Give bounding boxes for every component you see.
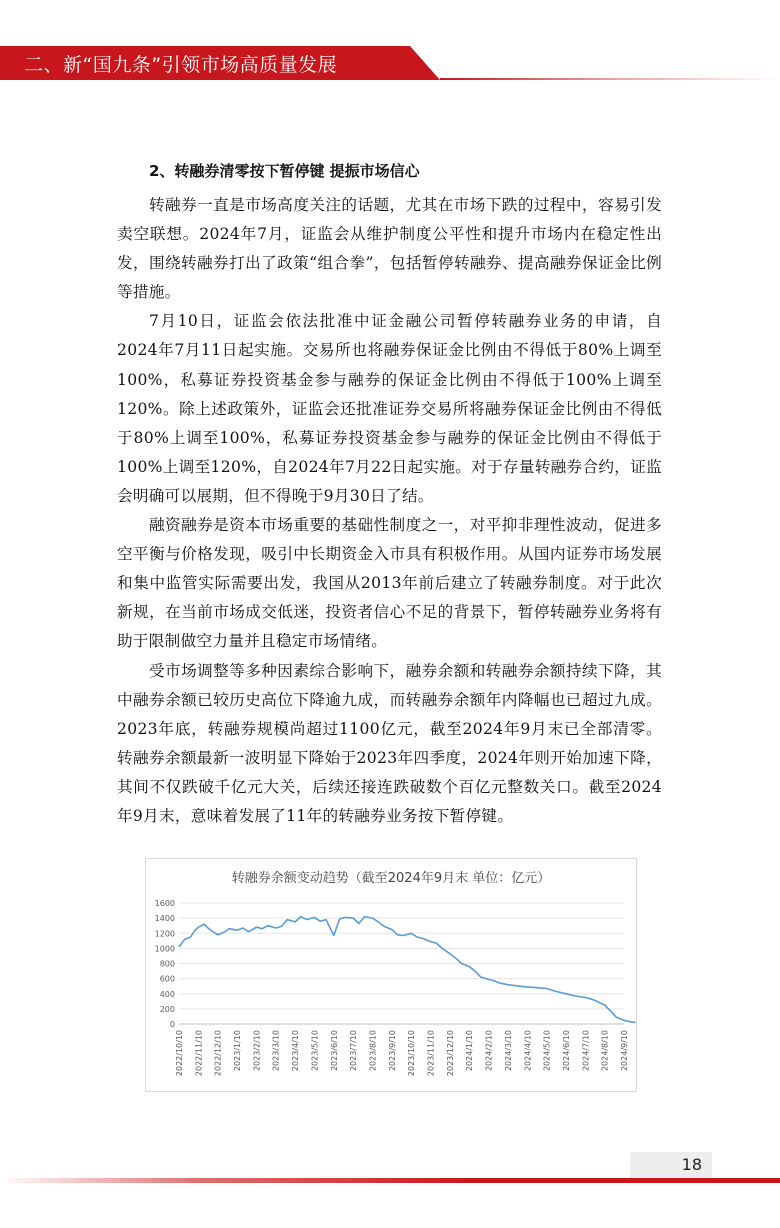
- x-tick-label: 2022/10/10: [175, 1030, 184, 1077]
- x-tick-label: 2024/3/10: [503, 1030, 513, 1072]
- paragraph: 融资融券是资本市场重要的基础性制度之一，对平抑非理性波动，促进多空平衡与价格发现，吸引中长期资金入市具有积极作用。从国内证券市场发展和集中监管实际需要出发，我国从2013年前后建立了转融券制度。对于此次新规，在当前市场成交低迷，投资者信心不足的背景下，暂停转融券业务将有助于限制做空力量并且稳定市场情绪。: [117, 516, 662, 651]
- x-tick-label: 2023/4/10: [291, 1030, 301, 1072]
- x-tick-label: 2024/9/10: [620, 1030, 629, 1072]
- page-number: 18: [681, 1155, 702, 1174]
- y-tick-label: 800: [159, 959, 175, 969]
- y-tick-label: 200: [159, 1004, 175, 1014]
- page-number-box: [630, 1152, 712, 1178]
- line-chart: [146, 859, 636, 1091]
- x-tick-label: 2023/1/10: [233, 1030, 243, 1072]
- y-tick-label: 0: [169, 1020, 175, 1029]
- x-tick-label: 2023/9/10: [387, 1030, 397, 1072]
- x-tick-label: 2023/3/10: [271, 1030, 281, 1072]
- x-tick-label: 2023/7/10: [349, 1030, 359, 1072]
- x-tick-label: 2024/4/10: [523, 1030, 533, 1072]
- chart-title: 转融券余额变动趋势（截至2024年9月末 单位：亿元）: [231, 871, 551, 886]
- y-tick-label: 1000: [154, 944, 175, 954]
- x-tick-label: 2024/6/10: [561, 1030, 571, 1072]
- x-tick-label: 2022/12/10: [213, 1030, 223, 1077]
- y-tick-label: 600: [159, 974, 175, 984]
- chart-container: [145, 858, 637, 1092]
- x-tick-label: 2023/5/10: [310, 1030, 320, 1072]
- x-tick-label: 2023/8/10: [368, 1030, 378, 1072]
- x-tick-label: 2024/8/10: [600, 1030, 610, 1072]
- x-tick-label: 2024/5/10: [542, 1030, 552, 1072]
- footer-divider: [0, 1178, 780, 1183]
- paragraph: 受市场调整等多种因素综合影响下，融券余额和转融券余额持续下降，其中融券余额已较历史高位下降逾九成，而转融券余额年内降幅也已超过九成。2023年底，转融券规模尚超过1100亿元，截至2024年9月末已全部清零。转融券余额最新一波明显下降始于2023年四季度，2024年则开始加速下降，其间不仅跌破千亿元大关，后续还接连跌破数个百亿元整数关口。截至2024年9月末，意味着发展了11年的转融券业务按下暂停键。: [117, 661, 662, 825]
- x-tick-label: 2023/12/10: [445, 1030, 455, 1077]
- y-tick-label: 1600: [154, 899, 175, 908]
- x-tick-label: 2023/2/10: [252, 1030, 262, 1072]
- subsection-heading: 2、转融券清零按下暂停键 提振市场信心: [149, 162, 420, 180]
- y-tick-label: 400: [159, 989, 175, 999]
- y-tick-label: 1400: [154, 914, 175, 924]
- y-tick-label: 1200: [154, 929, 175, 939]
- x-tick-label: 2023/11/10: [426, 1030, 436, 1077]
- series-line: [179, 917, 636, 1023]
- x-tick-label: 2023/10/10: [407, 1030, 417, 1077]
- paragraph: 转融券一直是市场高度关注的话题，尤其在市场下跌的过程中，容易引发卖空联想。2024年7月，证监会从维护制度公平性和提升市场内在稳定性出发，围绕转融券打出了政策“组合拳”，包括暂停转融券、提高融券保证金比例等措施。: [117, 196, 662, 302]
- section-header-title: 二、新“国九条”引领市场高质量发展: [24, 54, 338, 76]
- x-tick-label: 2024/7/10: [581, 1030, 591, 1072]
- x-tick-label: 2022/11/10: [194, 1030, 204, 1077]
- article-body: [117, 158, 662, 831]
- x-tick-label: 2023/6/10: [329, 1030, 339, 1072]
- x-tick-label: 2024/2/10: [484, 1030, 494, 1072]
- paragraph: 7月10日，证监会依法批准中证金融公司暂停转融券业务的申请，自2024年7月11日起实施。交易所也将融券保证金比例由不得低于80%上调至100%，私募证券投资基金参与融券的保证金比例由不得低于100%上调至120%。除上述政策外，证监会还批准证券交易所将融券保证金比例由不得低于80%上调至100%，私募证券投资基金参与融券的保证金比例由不得低于100%上调至120%，自2024年7月22日起实施。对于存量转融券合约，证监会明确可以展期，但不得晚于9月30日了结。: [117, 312, 662, 505]
- header-divider: [440, 78, 780, 80]
- x-tick-label: 2024/1/10: [465, 1030, 475, 1072]
